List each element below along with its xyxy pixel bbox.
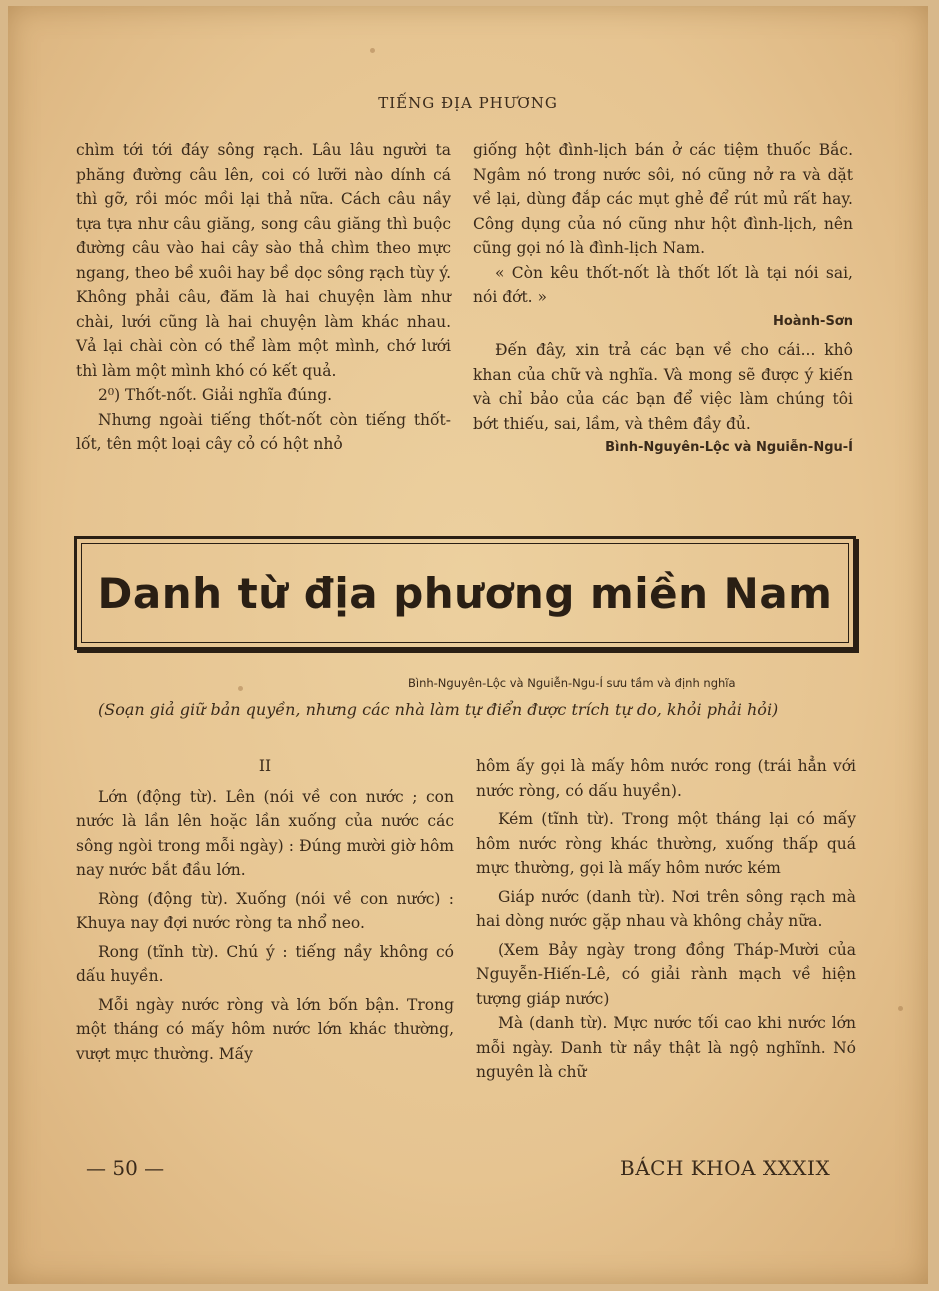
running-header: TIẾNG ĐỊA PHƯƠNG xyxy=(378,94,558,112)
paragraph: (Xem Bảy ngày trong đồng Tháp-Mười của Nguyễn-Hiến-Lê, có giải rành mạch về hiện tượng giáp nước) xyxy=(476,940,856,1008)
paragraph: 2⁰) Thốt-nốt. Giải nghĩa đúng. xyxy=(98,386,333,404)
column-top-right xyxy=(473,138,853,461)
column-bottom-left xyxy=(76,754,454,1066)
paragraph: Đến đây, xin trả các bạn về cho cái... khô khan của chữ và nghĩa. Và mong sẽ được ý kiến và chỉ bảo của các bạn để việc làm chúng tôi bớt thiếu, sai, lầm, và thêm đầy đủ. xyxy=(473,341,853,433)
paragraph: giống hột đình-lịch bán ở các tiệm thuốc Bắc. Ngâm nó trong nước sôi, nó cũng nở ra và dặt về lại, dùng đắp các mụt ghẻ để rút mủ rất hay. Công dụng của nó cũng như hột đình-lịch, nên cũng gọi nó là đình-lịch Nam. xyxy=(473,141,853,257)
paragraph: hôm ấy gọi là mấy hôm nước rong (trái hẳn với nước ròng, có dấu huyền). xyxy=(476,757,856,800)
entry: Mà (danh từ). Mực nước tối cao khi nước lớn mỗi ngày. Danh từ nầy thật là ngộ nghĩnh. Nó nguyên là chữ xyxy=(476,1014,856,1081)
page-number: — 50 — xyxy=(86,1156,165,1180)
signature: Bình-Nguyên-Lộc và Nguiễn-Ngu-Í xyxy=(605,440,853,455)
entry: Ròng (động từ). Xuống (nói về con nước) : Khuya nay đợi nước ròng ta nhổ neo. xyxy=(76,889,454,932)
title-box xyxy=(74,536,856,650)
paragraph: Mỗi ngày nước ròng và lớn bốn bận. Trong một tháng có mấy hôm nước lớn khác thường, vượt mực thường. Mấy xyxy=(76,995,454,1063)
paragraph: Nhưng ngoài tiếng thốt-nốt còn tiếng thốt-lốt, tên một loại cây cỏ có hột nhỏ xyxy=(76,410,451,453)
magazine-name: BÁCH KHOA XXXIX xyxy=(620,1156,831,1180)
entry: Giáp nước (danh từ). Nơi trên sông rạch mà hai dòng nước gặp nhau và không chảy nữa. xyxy=(476,887,856,930)
magazine-page xyxy=(8,6,928,1284)
paper-spot xyxy=(370,48,375,53)
column-top-left xyxy=(76,138,451,457)
article-title: Danh từ địa phương miền Nam xyxy=(97,568,833,618)
signature: Hoành-Sơn xyxy=(772,313,853,329)
column-bottom-right xyxy=(476,754,856,1085)
entry: Rong (tĩnh từ). Chú ý : tiếng nầy không có dấu huyền. xyxy=(76,942,454,985)
paper-spot xyxy=(238,686,243,691)
entry: Lớn (động từ). Lên (nói về con nước ; con nước là lần lên hoặc lần xuống của nước các sông ngòi trong mỗi ngày) : Đúng mười giờ hôm nay nước bắt đầu lớn. xyxy=(76,787,454,879)
paragraph: chìm tới tới đáy sông rạch. Lâu lâu người ta phăng đường câu lên, coi có lưỡi nào dính cá thì gỡ, rồi móc mồi lại thả nữa. Cách câu nầy tựa tựa như câu giăng, song câu giăng thì buộc đường câu vào hai cây sào thả chìm theo mực ngang, theo bề xuôi hay bề dọc sông rạch tùy ý. Không phải câu, đăm là hai chuyện làm như chài, lưới cũng là hai chuyện làm khác nhau. Vả lại chài còn có thể làm một mình, chớ lưới thì làm một mình khó có kết quả. xyxy=(76,141,451,380)
quote: « Còn kêu thốt-nốt là thốt lốt là tại nói sai, nói đớt. » xyxy=(473,263,853,306)
article-authors: Bình-Nguyên-Lộc và Nguiễn-Ngu-Í sưu tầm và định nghĩa xyxy=(408,676,736,690)
paper-spot xyxy=(898,1006,903,1011)
section-number: II xyxy=(258,757,272,775)
copyright-note: (Soạn giả giữ bản quyền, nhưng các nhà làm tự điển được trích tự do, khỏi phải hỏi) xyxy=(98,700,779,719)
entry: Kém (tĩnh từ). Trong một tháng lại có mấy hôm nước ròng khác thường, xuống thấp quá mực thường, gọi là mấy hôm nước kém xyxy=(476,810,856,877)
